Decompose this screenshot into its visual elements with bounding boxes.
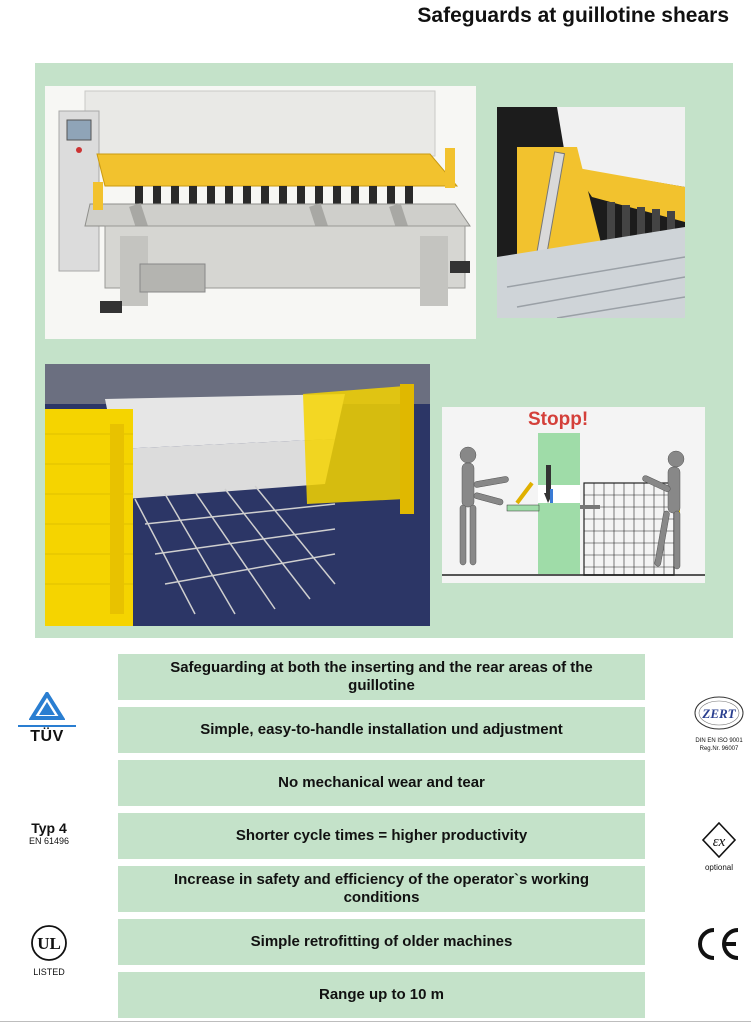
tuv-label: TÜV [18, 725, 76, 746]
zert-logo-text: ZERT [702, 706, 736, 721]
typ4-rating [18, 820, 80, 846]
feature-item: Simple retrofitting of older machines [118, 919, 645, 965]
typ4-norm: EN 61496 [28, 836, 70, 846]
photo-rear-safeguard [45, 364, 430, 626]
zert-logo [690, 694, 748, 753]
diagram-safety-principle [442, 407, 705, 583]
ex-atex-icon [701, 822, 737, 858]
stop-label: Stopp! [528, 409, 589, 430]
zert-line1: DIN EN ISO 9001 [695, 738, 743, 744]
ul-logo-text: UL [37, 934, 61, 953]
page-title: Safeguards at guillotine shears [417, 4, 729, 27]
zert-line2: Reg.Nr. 96007 [699, 746, 739, 752]
feature-item: Safeguarding at both the inserting and the rear areas of the guillotine [118, 654, 645, 700]
tuv-triangle-icon [29, 692, 65, 720]
tuv-logo [18, 692, 76, 746]
ul-logo-icon [30, 924, 68, 962]
ex-optional-label: optional [704, 863, 734, 872]
ce-mark-icon [692, 924, 744, 964]
ce-mark [692, 924, 744, 969]
feature-item: No mechanical wear and tear [118, 760, 645, 806]
feature-item: Simple, easy-to-handle installation und adjustment [118, 707, 645, 753]
photo-guillotine-shear [45, 86, 476, 339]
feature-item: Range up to 10 m [118, 972, 645, 1018]
svg-text:εx: εx [712, 834, 726, 850]
feature-item: Increase in safety and efficiency of the operator`s working conditions [118, 866, 645, 912]
bottom-divider [0, 1021, 751, 1022]
ul-listed-label: LISTED [33, 967, 65, 977]
ex-logo [694, 822, 744, 872]
typ4-label: Typ 4 [31, 820, 67, 836]
zert-logo-icon [693, 694, 745, 732]
photo-light-curtain-closeup [497, 107, 685, 318]
feature-item: Shorter cycle times = higher productivity [118, 813, 645, 859]
ul-logo [26, 924, 72, 977]
